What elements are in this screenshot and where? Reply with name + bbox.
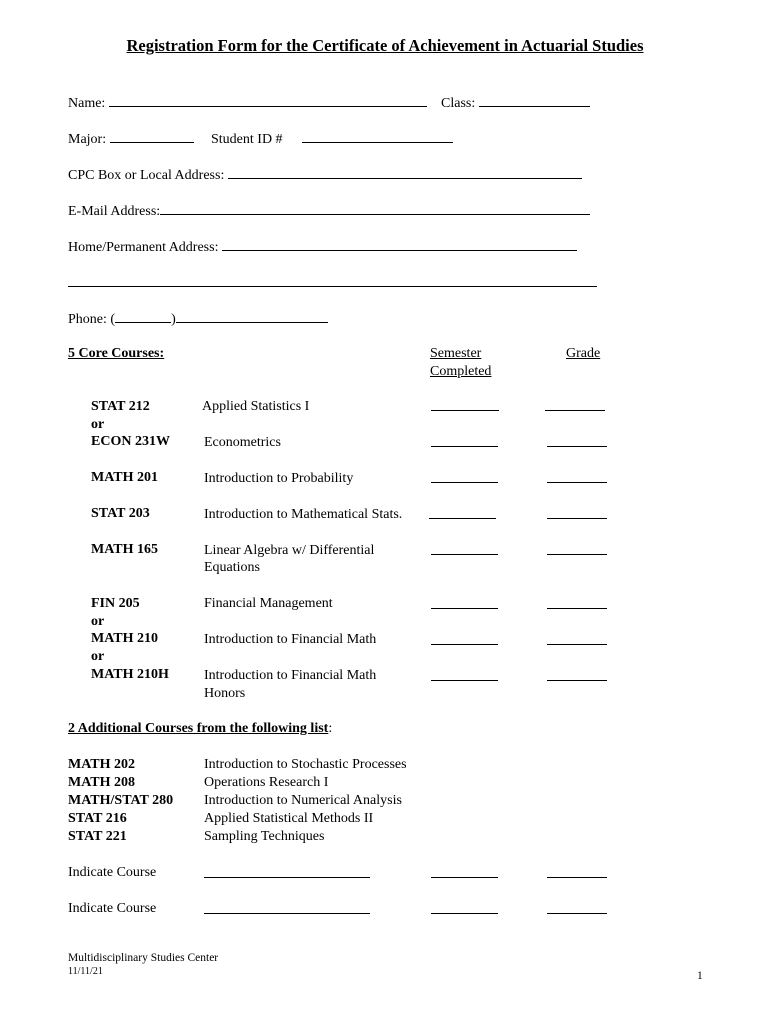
major-field[interactable] bbox=[110, 129, 194, 143]
course-name: Financial Management bbox=[204, 596, 333, 611]
cpc-field[interactable] bbox=[228, 165, 582, 179]
semester-field[interactable] bbox=[431, 482, 498, 483]
semester-field[interactable] bbox=[431, 680, 498, 681]
indicate-course-label: Indicate Course bbox=[68, 901, 157, 916]
student-id-label: Student ID # bbox=[211, 132, 283, 147]
grade-header: Grade bbox=[566, 346, 601, 361]
class-field[interactable] bbox=[479, 93, 590, 107]
course-code: MATH 165 bbox=[91, 542, 159, 557]
course-name: Econometrics bbox=[204, 435, 281, 450]
course-name-line2: Honors bbox=[204, 686, 246, 701]
phone-row bbox=[68, 309, 328, 328]
additional-code: STAT 216 bbox=[68, 811, 127, 826]
home-row bbox=[68, 237, 577, 256]
course-name: Introduction to Probability bbox=[204, 471, 354, 486]
grade-field[interactable] bbox=[547, 877, 607, 878]
home-field-line2[interactable] bbox=[68, 286, 597, 287]
cpc-label: CPC Box or Local Address: bbox=[68, 168, 225, 183]
phone-paren: ) bbox=[171, 312, 176, 327]
or-text: or bbox=[91, 417, 105, 432]
email-label: E-Mail Address: bbox=[68, 204, 161, 219]
course-name: Introduction to Financial Math bbox=[204, 668, 377, 683]
semester-field[interactable] bbox=[431, 554, 498, 555]
student-id-row bbox=[211, 129, 453, 148]
course-name: Introduction to Financial Math bbox=[204, 632, 377, 647]
major-row bbox=[68, 129, 194, 148]
additional-name: Applied Statistical Methods II bbox=[204, 811, 374, 826]
phone-number-field[interactable] bbox=[176, 309, 328, 323]
semester-field[interactable] bbox=[431, 446, 498, 447]
grade-field[interactable] bbox=[545, 410, 605, 411]
footer-center: Multidisciplinary Studies Center bbox=[68, 952, 219, 964]
grade-field[interactable] bbox=[547, 680, 607, 681]
major-label: Major: bbox=[68, 132, 107, 147]
additional-code: MATH 202 bbox=[68, 757, 136, 772]
semester-field[interactable] bbox=[431, 644, 498, 645]
name-row bbox=[68, 93, 427, 112]
semester-field[interactable] bbox=[431, 877, 498, 878]
semester-field[interactable] bbox=[431, 913, 498, 914]
additional-name: Operations Research I bbox=[204, 775, 329, 790]
additional-heading-text: 2 Additional Courses from the following list bbox=[68, 721, 329, 736]
course-code: FIN 205 bbox=[91, 596, 140, 611]
indicate-course-label: Indicate Course bbox=[68, 865, 157, 880]
core-heading: 5 Core Courses: bbox=[68, 346, 165, 361]
grade-field[interactable] bbox=[547, 608, 607, 609]
home-field[interactable] bbox=[222, 237, 577, 251]
grade-field[interactable] bbox=[547, 446, 607, 447]
name-label: Name: bbox=[68, 96, 106, 111]
or-text: or bbox=[91, 614, 105, 629]
semester-header: Semester bbox=[430, 346, 482, 361]
additional-name: Introduction to Stochastic Processes bbox=[204, 757, 407, 772]
student-id-field[interactable] bbox=[302, 129, 453, 143]
grade-field[interactable] bbox=[547, 518, 607, 519]
footer-date: 11/11/21 bbox=[68, 966, 103, 977]
course-name: Applied Statistics I bbox=[202, 399, 310, 414]
additional-code: STAT 221 bbox=[68, 829, 127, 844]
phone-area-field[interactable] bbox=[115, 309, 171, 323]
class-row bbox=[441, 93, 590, 112]
home-label: Home/Permanent Address: bbox=[68, 240, 219, 255]
indicate-course-field[interactable] bbox=[204, 913, 370, 914]
grade-field[interactable] bbox=[547, 644, 607, 645]
grade-field[interactable] bbox=[547, 482, 607, 483]
additional-name: Introduction to Numerical Analysis bbox=[204, 793, 402, 808]
name-field[interactable] bbox=[109, 93, 427, 107]
semester-field[interactable] bbox=[429, 518, 496, 519]
grade-field[interactable] bbox=[547, 554, 607, 555]
or-text: or bbox=[91, 649, 105, 664]
phone-label: Phone: ( bbox=[68, 312, 116, 327]
additional-heading-colon: : bbox=[328, 721, 333, 736]
additional-name: Sampling Techniques bbox=[204, 829, 325, 844]
course-code: MATH 210 bbox=[91, 631, 159, 646]
course-code: MATH 201 bbox=[91, 470, 159, 485]
course-name: Introduction to Mathematical Stats. bbox=[204, 507, 403, 522]
form-title: Registration Form for the Certificate of Achievement in Actuarial Studies bbox=[126, 36, 644, 55]
semester-field[interactable] bbox=[431, 410, 499, 411]
additional-code: MATH/STAT 280 bbox=[68, 793, 174, 808]
course-code: STAT 212 bbox=[91, 399, 150, 414]
indicate-course-field[interactable] bbox=[204, 877, 370, 878]
grade-field[interactable] bbox=[547, 913, 607, 914]
email-row bbox=[68, 201, 590, 220]
course-code: STAT 203 bbox=[91, 506, 150, 521]
email-field[interactable] bbox=[160, 201, 590, 215]
cpc-row bbox=[68, 165, 582, 184]
course-code: MATH 210H bbox=[91, 667, 169, 682]
course-name-line2: Equations bbox=[204, 560, 260, 575]
semester-field[interactable] bbox=[431, 608, 498, 609]
additional-code: MATH 208 bbox=[68, 775, 136, 790]
page-number: 1 bbox=[697, 970, 703, 982]
course-name: Linear Algebra w/ Differential bbox=[204, 543, 375, 558]
class-label: Class: bbox=[441, 96, 476, 111]
additional-heading bbox=[68, 720, 332, 737]
semester-header-2: Completed bbox=[430, 364, 492, 379]
course-code: ECON 231W bbox=[91, 434, 170, 449]
